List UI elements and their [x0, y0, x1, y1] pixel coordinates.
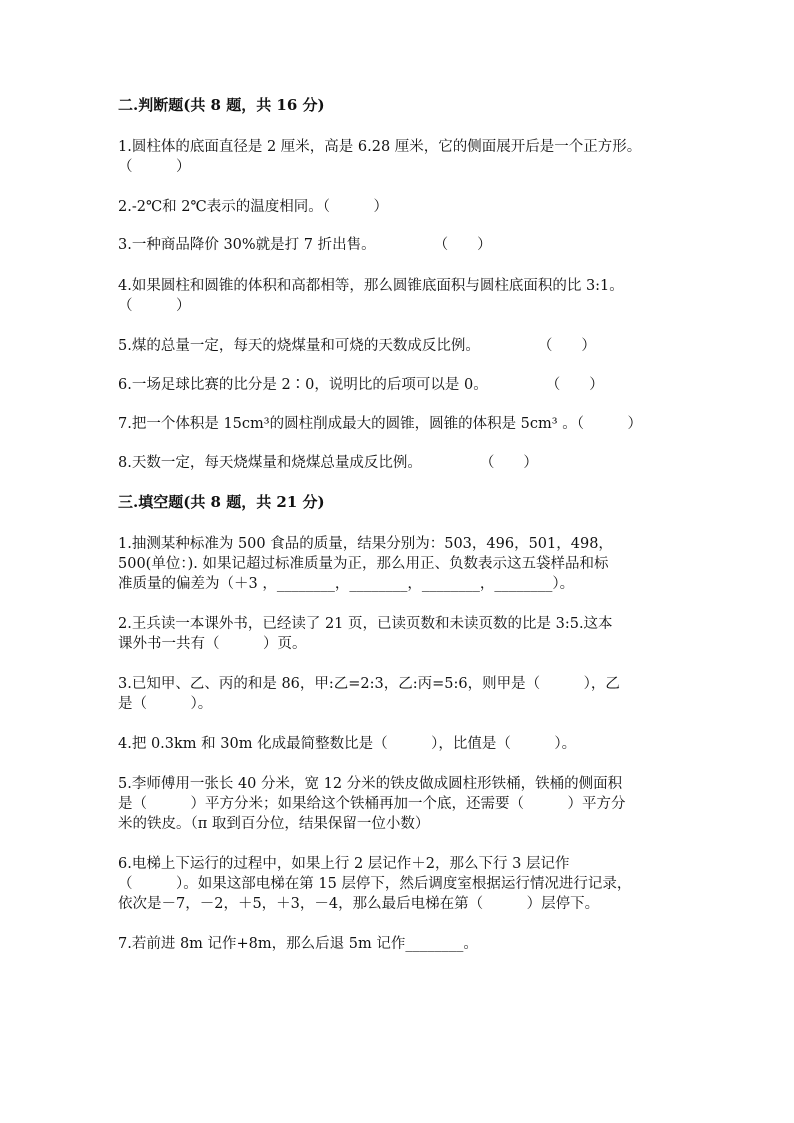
- judge-q8: 8.天数一定，每天烧煤量和烧煤总量成反比例。 （ ）: [118, 455, 538, 471]
- fill-q5-line1: 5.李师傅用一张长 40 分米，宽 12 分米的铁皮做成圆柱形铁桶，铁桶的侧面积: [118, 776, 623, 792]
- fill-q1-line3: 准质量的偏差为（＋3 ，________，________，________，________）。: [118, 576, 575, 592]
- fill-q1-line1: 1.抽测某种标准为 500 食品的质量，结果分别为：503，496，501，498，: [118, 536, 613, 552]
- fill-q6-line3: 依次是－7，－2，＋5，＋3，－4，那么最后电梯在第（ ）层停下。: [118, 896, 600, 912]
- fill-q2-line2: 课外书一共有（ ）页。: [118, 636, 307, 652]
- judge-q4-line2: （ ）: [118, 298, 191, 314]
- judge-q5: 5.煤的总量一定，每天的烧煤量和可烧的天数成反比例。 （ ）: [118, 338, 596, 354]
- fill-q2-line1: 2.王兵读一本课外书，已经读了 21 页，已读页数和未读页数的比是 3:5.这本: [118, 616, 613, 632]
- fill-q3-line1: 3.已知甲、乙、丙的和是 86，甲:乙=2:3，乙:丙=5:6，则甲是（ ），乙: [118, 676, 620, 692]
- fill-q5-line2: 是（ ）平方分米；如果给这个铁桶再加一个底，还需要（ ）平方分: [118, 796, 626, 812]
- fill-q3-line2: 是（ ）。: [118, 696, 213, 712]
- fill-q1-line2: 500(单位：). 如果记超过标准质量为正，那么用正、负数表示这五袋样品和标: [118, 556, 609, 572]
- judge-q7: 7.把一个体积是 15cm³的圆柱削成最大的圆锥，圆锥的体积是 5cm³ 。（ ）: [118, 416, 642, 432]
- fill-q7: 7.若前进 8m 记作+8m，那么后退 5m 记作________。: [118, 936, 478, 952]
- judge-q4-line1: 4.如果圆柱和圆锥的体积和高都相等，那么圆锥底面积与圆柱底面积的比 3:1。: [118, 278, 624, 294]
- fill-q5-line3: 米的铁皮。（π 取到百分位，结果保留一位小数）: [118, 816, 430, 832]
- judge-q1-line2: （ ）: [118, 159, 191, 175]
- judge-q2: 2.-2℃和 2℃表示的温度相同。（ ）: [118, 199, 388, 215]
- judge-q3: 3.一种商品降价 30%就是打 7 折出售。 （ ）: [118, 237, 492, 253]
- section-2-heading: 二.判断题(共 8 题，共 16 分): [118, 96, 325, 114]
- fill-q4: 4.把 0.3km 和 30m 化成最简整数比是（ ），比值是（ ）。: [118, 736, 577, 752]
- section-3-heading: 三.填空题(共 8 题，共 21 分): [118, 493, 325, 511]
- judge-q6: 6.一场足球比赛的比分是 2∶0，说明比的后项可以是 0。 （ ）: [118, 377, 604, 393]
- judge-q1-line1: 1.圆柱体的底面直径是 2 厘米，高是 6.28 厘米，它的侧面展开后是一个正方形。: [118, 139, 642, 155]
- fill-q6-line1: 6.电梯上下运行的过程中，如果上行 2 层记作＋2，那么下行 3 层记作: [118, 856, 570, 872]
- fill-q6-line2: （ ）。如果这部电梯在第 15 层停下，然后调度室根据运行情况进行记录，: [118, 876, 632, 892]
